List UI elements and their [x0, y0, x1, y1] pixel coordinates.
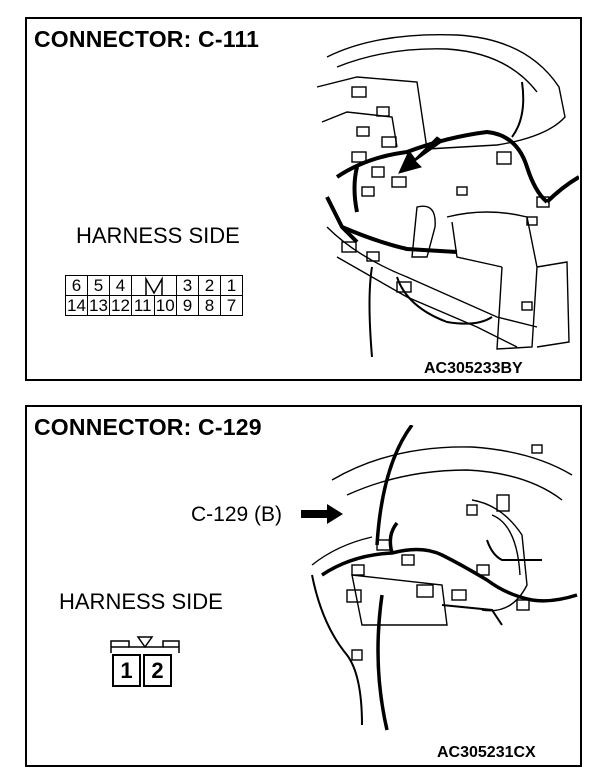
connector-c129-pin-diagram — [109, 633, 181, 699]
pin-cell: 10 — [155, 296, 175, 315]
pin-row-top — [66, 276, 243, 296]
pin-cell: 5 — [88, 276, 110, 296]
connector-callout-label: C-129 (B) — [191, 503, 283, 526]
pin-cell: 2 — [199, 276, 221, 296]
panel-title: CONNECTOR: C-129 — [34, 414, 262, 440]
pin-cell: 6 — [66, 276, 88, 296]
pin-cell: 14 — [67, 296, 86, 315]
pin-cell: 4 — [110, 276, 132, 296]
connector-lock-notch — [132, 276, 177, 296]
connector-c111-pin-diagram — [65, 275, 243, 316]
pin-cell: 1 — [112, 654, 141, 687]
figure-code: AC305233BY — [424, 360, 523, 377]
pin-cell: 2 — [143, 654, 172, 687]
figure-code: AC305231CX — [437, 744, 536, 761]
pin-cell: 3 — [177, 276, 199, 296]
pin-cell: 8 — [199, 296, 221, 316]
harness-side-label: HARNESS SIDE — [59, 589, 223, 614]
pin-cell: 7 — [221, 296, 243, 316]
connector-top-tab — [109, 633, 181, 655]
pin-cell: 9 — [177, 296, 199, 316]
pin-cell: 1 — [221, 276, 243, 296]
pin-cell: 13 — [89, 296, 108, 315]
pin-row-bottom — [66, 296, 243, 316]
connector-c111-panel — [25, 17, 582, 381]
pin-cell: 12 — [111, 296, 130, 315]
harness-side-label: HARNESS SIDE — [76, 223, 240, 248]
connector-c129-panel — [25, 405, 582, 767]
pin-cell: 11 — [132, 296, 155, 316]
panel-title: CONNECTOR: C-111 — [34, 26, 260, 52]
lock-notch-icon — [132, 276, 176, 295]
dashboard-harness-illustration — [292, 425, 580, 735]
dashboard-harness-illustration — [297, 27, 579, 357]
